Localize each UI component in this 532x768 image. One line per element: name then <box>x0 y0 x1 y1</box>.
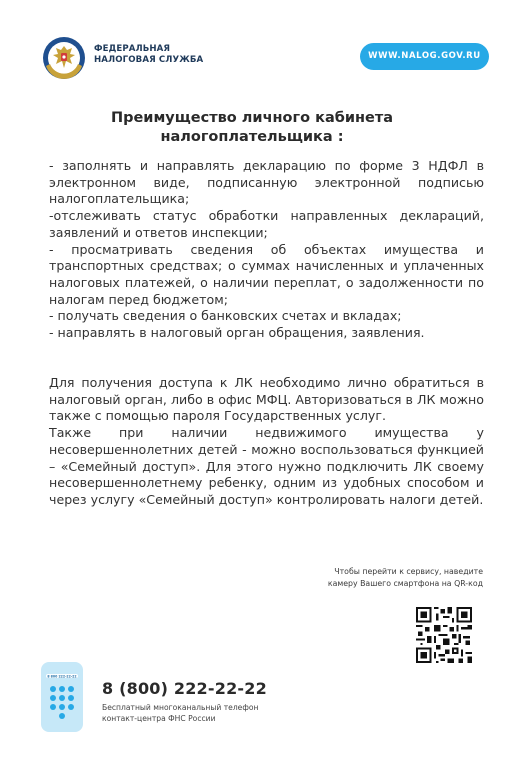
title-line2: налогоплательщика : <box>160 129 344 145</box>
benefits-list <box>49 158 484 342</box>
hotline-caption-line2: контакт-центра ФНС России <box>102 713 216 723</box>
hotline-phone-number[interactable]: 8 (800) 222-22-22 <box>102 679 267 698</box>
qr-hint-line2: камеру Вашего смартфона на QR-код <box>327 579 483 588</box>
org-name <box>94 44 203 66</box>
hotline-caption <box>102 703 302 724</box>
hotline-caption-line1: Бесплатный многоканальный телефон <box>102 703 259 712</box>
title-line1: Преимущество личного кабинета <box>110 110 394 126</box>
qr-hint <box>270 566 483 590</box>
benefit-item: -отслеживать статус обработки направленных деклараций, заявлений и ответов инспекции; <box>49 208 484 240</box>
benefit-item: - заполнять и направлять декларацию по форме 3 НДФЛ в электронном виде, подписанную электронной подписью налогоплательщика; <box>49 158 484 207</box>
access-info <box>49 375 484 509</box>
page-title <box>66 109 438 147</box>
phone-screen-number: 8 800 222-22-22 <box>47 674 77 679</box>
benefit-item: - направлять в налоговый орган обращения, заявления. <box>49 325 425 341</box>
benefit-item: - получать сведения о банковских счетах и вкладах; <box>49 308 402 324</box>
access-paragraph: Для получения доступа к ЛК необходимо лично обратиться в налоговый орган, либо в офис МФЦ. Авторизоваться в ЛК можно также с помощью пароля Государственных услуг. <box>49 375 484 424</box>
org-name-line1: ФЕДЕРАЛЬНАЯ <box>94 44 171 54</box>
benefit-item: - просматривать сведения об объектах имущества и транспортных средствах; о суммах начисленных и уплаченных налоговых платежей, о наличии переплат, о задолженности по налогам перед бюджетом; <box>49 241 484 307</box>
qr-hint-line1: Чтобы перейти к сервису, наведите <box>334 567 483 576</box>
family-access-paragraph: Также при наличии недвижимого имущества у несовершеннолетних детей - можно воспользоваться функцией – «Семейный доступ». Для этого нужно подключить ЛК своему несовершеннолетнему ребенку, одним из удобных способом и через услугу «Семейный доступ» контролировать налоги детей. <box>49 425 484 507</box>
org-name-line2: НАЛОГОВАЯ СЛУЖБА <box>94 55 204 65</box>
website-link-button[interactable]: WWW.NALOG.GOV.RU <box>360 43 489 70</box>
phone-icon <box>40 661 84 733</box>
qr-code[interactable] <box>416 607 472 663</box>
fns-emblem-logo <box>42 36 86 80</box>
